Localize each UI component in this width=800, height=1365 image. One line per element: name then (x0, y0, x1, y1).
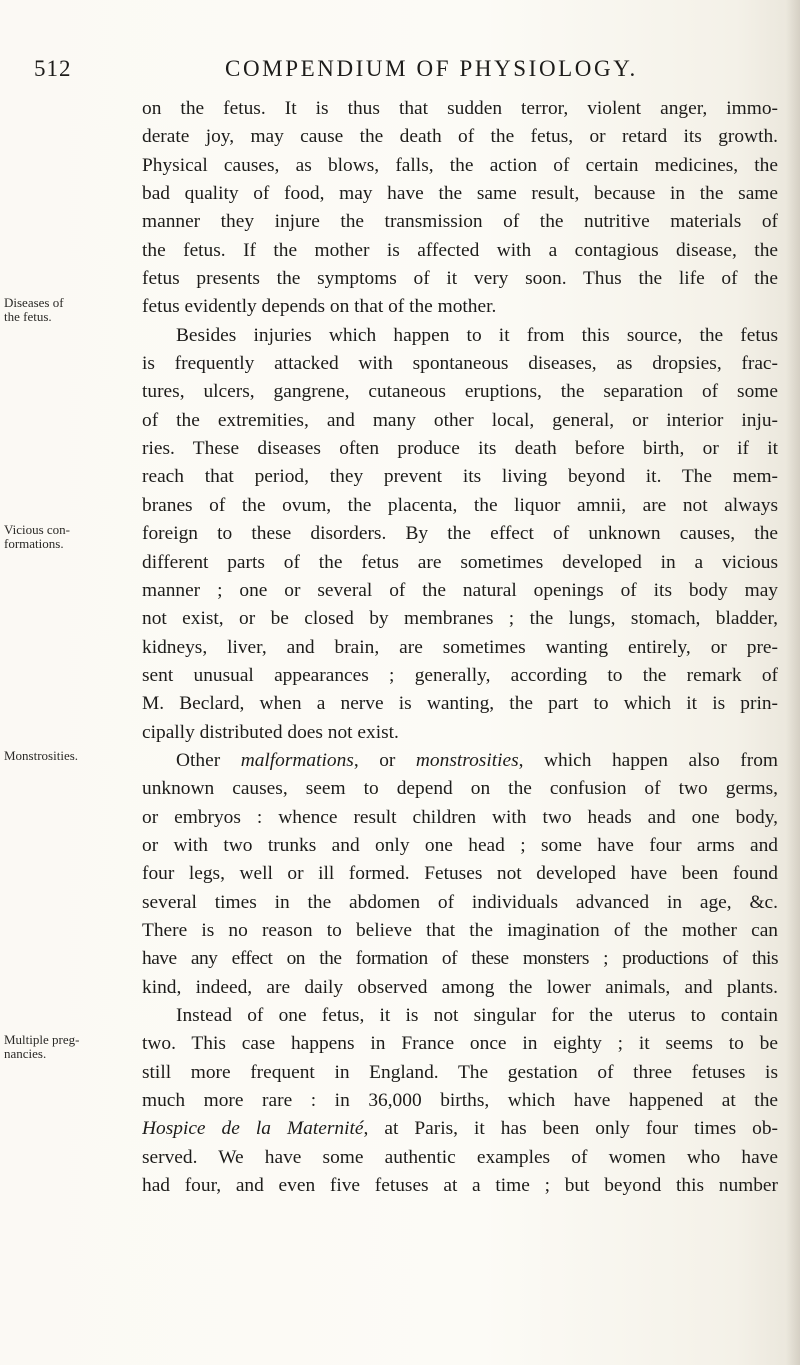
text-line: much more rare : in 36,000 births, which have happened at the (142, 1090, 778, 1112)
text-line: manner ; one or several of the natural openings of its body may (142, 579, 778, 601)
text-line: have any effect on the formation of these monsters ; productions of this (142, 948, 778, 970)
margin-note-line: Multiple preg- (4, 1032, 80, 1047)
text-line: four legs, well or ill formed. Fetuses not developed have been found (142, 863, 778, 885)
page-title: COMPENDIUM OF PHYSIOLOGY. (225, 56, 638, 81)
text-line: on the fetus. It is thus that sudden terror, violent anger, immo- (142, 98, 778, 119)
text-line-emphasis (142, 747, 778, 775)
page-number: 512 (34, 56, 72, 81)
text-line: derate joy, may cause the death of the fetus, or retard its growth. (142, 126, 778, 148)
text-line-emphasis (142, 1115, 778, 1143)
text-run: , at Paris, it has been only four times ob- (363, 1118, 778, 1140)
text-line: Physical causes, as blows, falls, the action of certain medicines, the (142, 154, 778, 176)
text-line: ries. These diseases often produce its death before birth, or if it (142, 438, 778, 460)
text-line: kind, indeed, are daily observed among the lower animals, and plants. (142, 976, 778, 998)
body-text (142, 95, 778, 1200)
text-line: sent unusual appearances ; generally, according to the remark of (142, 664, 778, 686)
text-line: or embryos : whence result children with two heads and one body, (142, 806, 778, 828)
text-line: bad quality of food, may have the same result, because in the same (142, 183, 778, 205)
margin-note-vicious (4, 523, 132, 551)
text-line: Besides injuries which happen to it from this source, the fetus (176, 324, 778, 346)
text-run: Other (176, 749, 241, 771)
text-line: or with two trunks and only one head ; some have four arms and (142, 834, 778, 856)
text-line: unknown causes, seem to depend on the confusion of two germs, (142, 778, 778, 800)
text-run: , which happen also from (518, 749, 778, 771)
text-line: cipally distributed does not exist. (142, 721, 399, 743)
margin-note-line: formations. (4, 536, 64, 551)
text-line: foreign to these disorders. By the effect of unknown causes, the (142, 523, 778, 545)
text-line: several times in the abdomen of individuals advanced in age, &c. (142, 891, 778, 913)
margin-note-line: Monstrosities. (4, 748, 79, 763)
margin-note-line: Vicious con- (4, 522, 71, 537)
text-line: the fetus. If the mother is affected with a contagious disease, the (142, 239, 778, 261)
text-line: two. This case happens in France once in eighty ; it seems to be (142, 1033, 778, 1055)
margin-note-line: the fetus. (4, 309, 52, 324)
text-line: reach that period, they prevent its living beyond it. The mem- (142, 466, 778, 488)
text-line: still more frequent in England. The gestation of three fetuses is (142, 1061, 778, 1083)
text-line: Instead of one fetus, it is not singular for the uterus to contain (176, 1005, 778, 1026)
margin-note-line: nancies. (4, 1046, 47, 1061)
text-line: manner they injure the transmission of the nutritive materials of (142, 211, 778, 233)
emphasis-hospice: Hospice de la Maternité (142, 1118, 364, 1140)
text-line: of the extremities, and many other local, general, or interior inju- (142, 409, 778, 431)
text-line: had four, and even five fetuses at a time ; but beyond this number (142, 1175, 778, 1197)
margin-note-monstrosities (4, 749, 132, 763)
margin-note-line: Diseases of (4, 295, 64, 310)
running-head (0, 40, 800, 80)
text-line: not exist, or be closed by membranes ; the lungs, stomach, bladder, (142, 608, 778, 630)
text-line: is frequently attacked with spontaneous diseases, as dropsies, frac- (142, 353, 778, 375)
text-line: kidneys, liver, and brain, are sometimes wanting entirely, or pre- (142, 636, 778, 658)
text-line: different parts of the fetus are sometimes developed in a vicious (142, 551, 778, 573)
emphasis-monstrosities: monstrosities (415, 749, 519, 771)
page-edge-shadow (786, 0, 800, 1365)
text-line: fetus presents the symptoms of it very soon. Thus the life of the (142, 268, 778, 290)
text-line: fetus evidently depends on that of the mother. (142, 296, 497, 318)
text-line: tures, ulcers, gangrene, cutaneous eruptions, the separation of some (142, 381, 778, 403)
emphasis-malformations: malformations (240, 749, 354, 771)
text-run: , or (353, 749, 416, 771)
text-line: M. Beclard, when a nerve is wanting, the part to which it is prin- (142, 693, 778, 715)
margin-note-multiple (4, 1033, 132, 1061)
margin-note-diseases (4, 296, 132, 324)
text-line: There is no reason to believe that the imagination of the mother can (142, 919, 778, 941)
text-line: served. We have some authentic examples of women who have (142, 1146, 778, 1168)
text-line: branes of the ovum, the placenta, the liquor amnii, are not always (142, 494, 778, 516)
